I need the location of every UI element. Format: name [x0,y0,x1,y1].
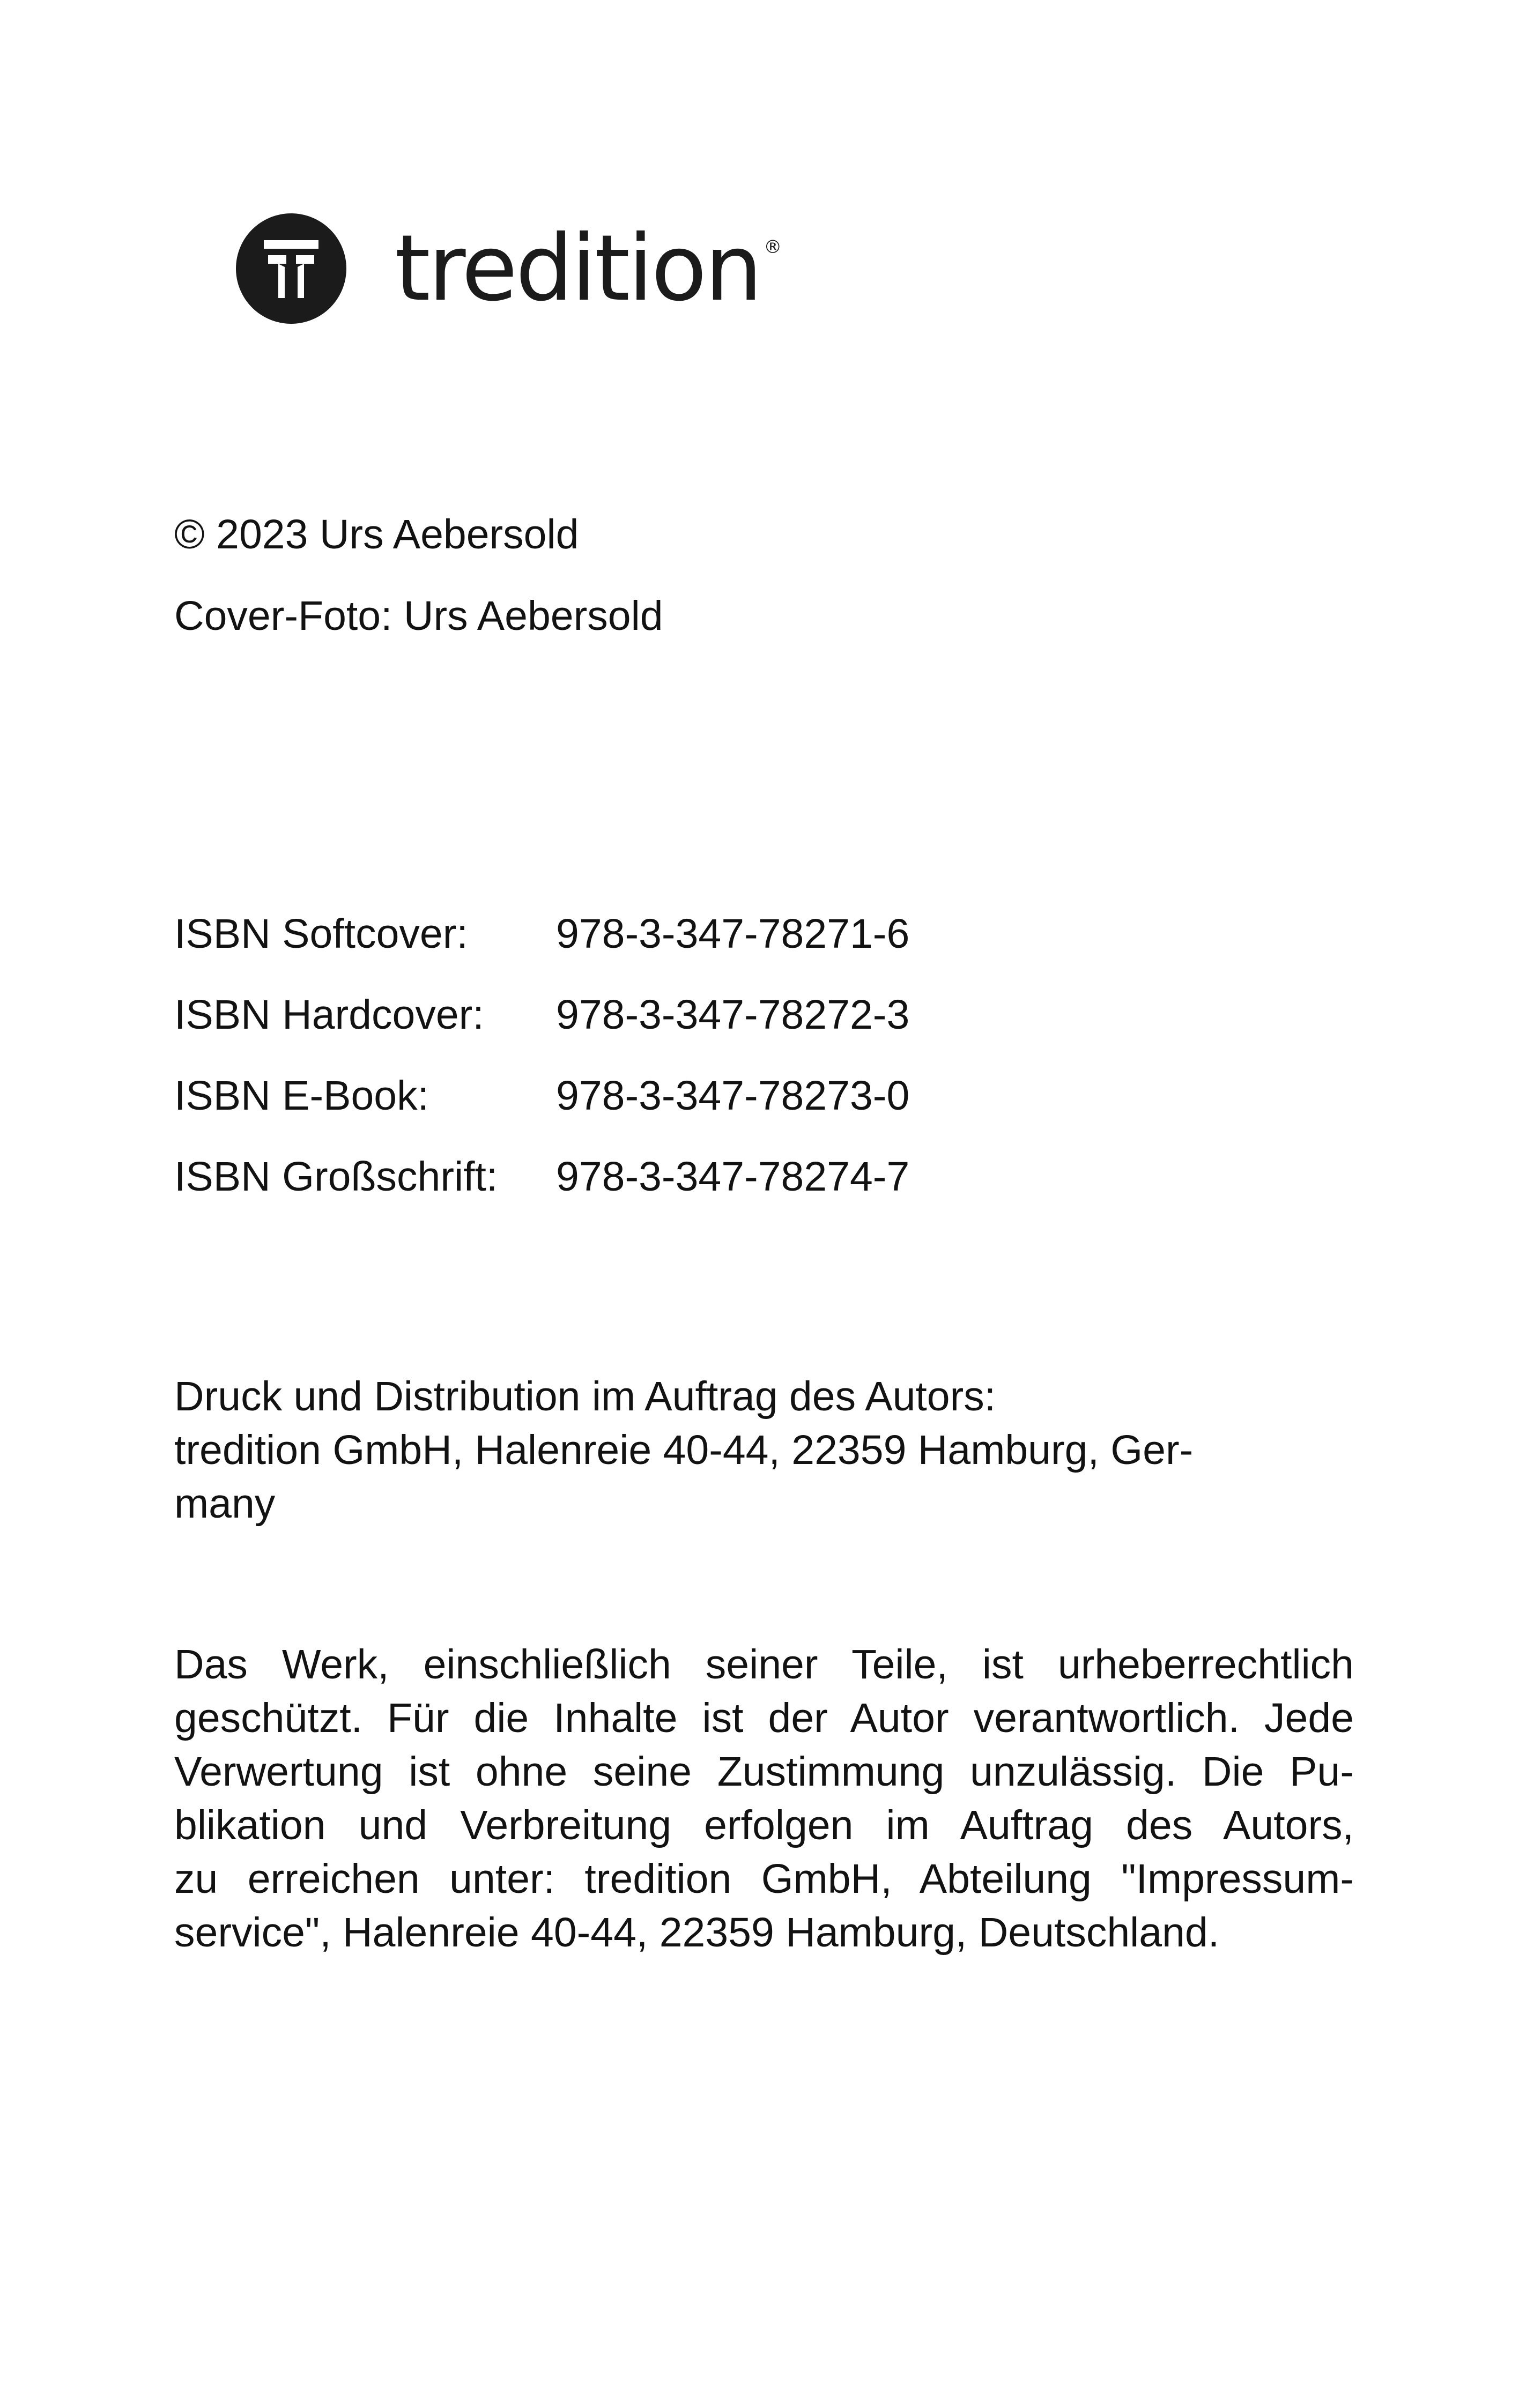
isbn-label: ISBN Softcover: [174,911,468,957]
isbn-list [174,907,1354,1231]
legal-line: blikation und Verbreitung erfolgen im Auftrag des Autors, [174,1802,1354,1848]
isbn-value: 978-3-347-78272-3 [556,992,910,1038]
print-line: tredition GmbH, Halenreie 40-44, 22359 Hamburg, Ger- [174,1427,1194,1473]
isbn-label: ISBN E-Book: [174,1073,429,1119]
cover-photo-credit: Cover-Foto: Urs Aebersold [174,593,663,639]
print-line: many [174,1481,276,1527]
legal-line: Verwertung ist ohne seine Zustimmung unzulässig. Die Pu- [174,1749,1354,1795]
copyright-line: © 2023 Urs Aebersold [174,511,579,558]
isbn-row-hardcover [174,988,1354,1042]
legal-line: Das Werk, einschließlich seiner Teile, ist urheberrechtlich [174,1641,1354,1688]
legal-line: service", Halenreie 40-44, 22359 Hamburg, Deutschland. [174,1909,1220,1956]
tredition-logo-icon [236,213,346,324]
isbn-label: ISBN Großschrift: [174,1154,498,1200]
print-distribution-block [174,1370,1354,1530]
publisher-logo [236,212,782,325]
registered-mark: ® [764,236,782,258]
isbn-row-large-print [174,1150,1354,1203]
print-line: Druck und Distribution im Auftrag des Autors: [174,1373,996,1419]
legal-line: zu erreichen unter: tredition GmbH, Abteilung "Impressum- [174,1856,1354,1902]
publisher-name: tredition [395,215,761,322]
isbn-label: ISBN Hardcover: [174,992,484,1038]
isbn-row-ebook [174,1069,1354,1123]
copyright-block [174,508,1354,643]
isbn-value: 978-3-347-78274-7 [556,1154,910,1200]
isbn-value: 978-3-347-78273-0 [556,1073,910,1119]
publisher-wordmark [395,215,782,322]
isbn-value: 978-3-347-78271-6 [556,911,910,957]
legal-notice [174,1638,1354,1959]
legal-line: geschützt. Für die Inhalte ist der Autor verantwortlich. Jede [174,1695,1354,1741]
isbn-row-softcover [174,907,1354,961]
